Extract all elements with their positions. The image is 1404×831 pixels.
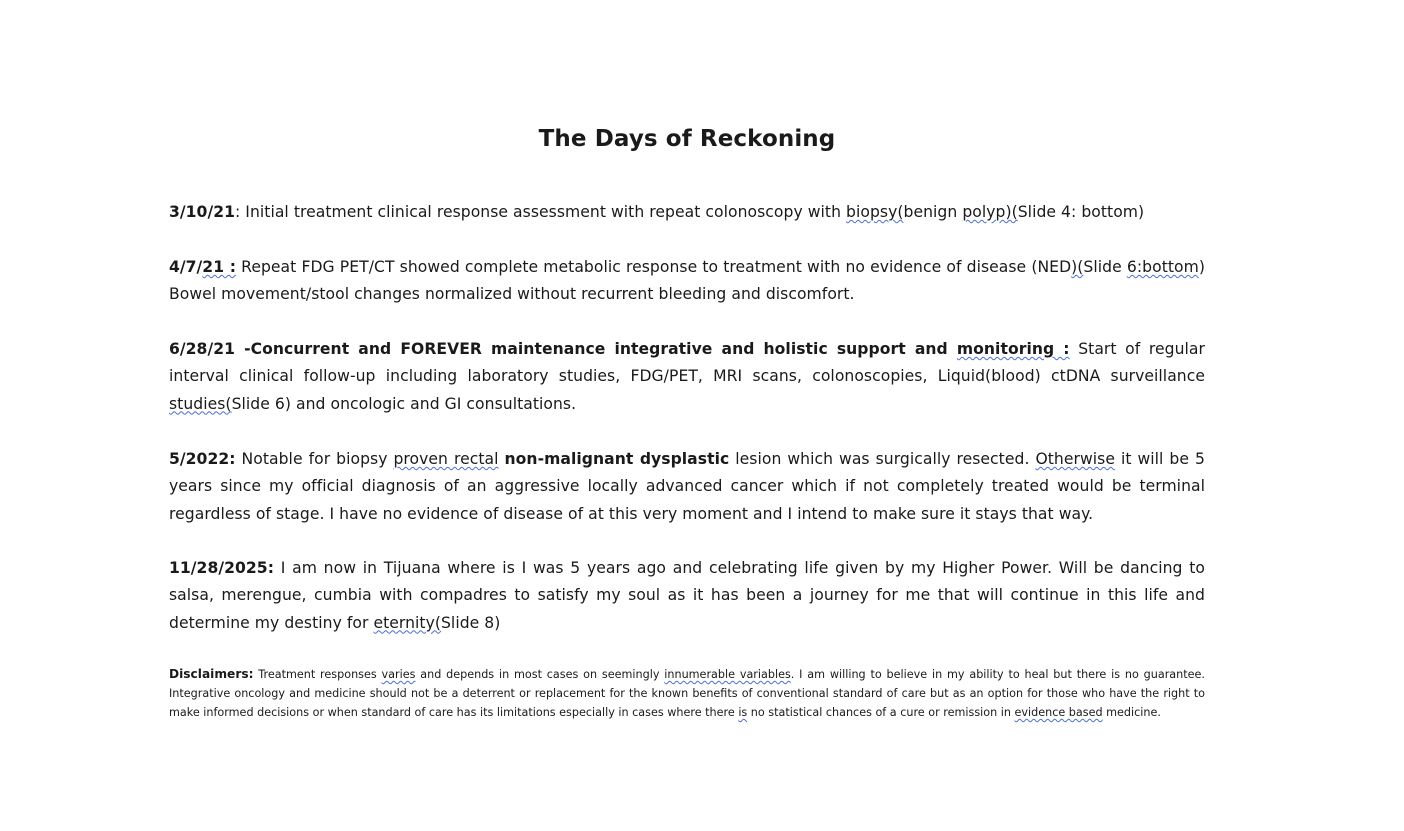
- disclaimer-paragraph: [169, 665, 1205, 722]
- timeline-entry-5-2022: [169, 446, 1205, 528]
- entry-text: Slide 4: bottom): [1017, 203, 1145, 221]
- disclaimer-text: medicine.: [1102, 706, 1161, 719]
- spellcheck-word: Otherwise: [1035, 450, 1115, 468]
- disclaimer-label: Disclaimers:: [169, 667, 254, 681]
- entry-date: 3/10/21: [169, 203, 235, 221]
- spellcheck-word: polyp)(: [962, 203, 1018, 221]
- spellcheck-word: varies: [381, 668, 416, 681]
- entry-text: : Initial treatment clinical response assessment with repeat colonoscopy with: [235, 203, 847, 221]
- entry-date: 4/7/: [169, 258, 203, 276]
- timeline-entry-6-28-21: [169, 336, 1205, 418]
- entry-date: 5/2022:: [169, 450, 236, 468]
- spellcheck-word: studies(: [169, 394, 232, 413]
- entry-text: it will be 5 years since my official diagnosis of an aggressive locally advanced cancer which if not completely treated would be terminal regardless of stage. I have no evidence of disease of at this very moment and I intend to make sure it stays that way.: [169, 450, 1205, 523]
- disclaimer-text: and depends in most cases on seemingly: [415, 668, 665, 681]
- entry-emphasis: non-malignant dysplastic: [504, 450, 730, 468]
- entry-text: benign: [903, 203, 963, 221]
- disclaimer-text: . I am willing to believe in my ability to heal but there is no guarantee. Integrative oncology and medicine should not be a deterrent or replacement for the known benefits of conventional standard of care but as an option for those who have the right to make informed decisions or when standard of care has its limitations especially in cases where there: [169, 668, 1205, 719]
- spellcheck-word: eternity(: [373, 613, 441, 632]
- spellcheck-word: biopsy(: [846, 203, 904, 221]
- entry-text: Slide 6) and oncologic and GI consultations.: [231, 394, 577, 413]
- spellcheck-word: proven rectal: [393, 450, 499, 468]
- timeline-entry-3-10-21: [169, 199, 1205, 226]
- spellcheck-word: )(: [1071, 258, 1084, 276]
- timeline-entry-11-28-2025: [169, 555, 1205, 637]
- entry-text: Notable for biopsy: [235, 450, 394, 468]
- entry-text: I am now in Tijuana where is I was 5 years ago and celebrating life given by my Higher Power. Will be dancing to salsa, merengue, cumbia with compadres to satisfy my soul as it has been a journey for me that will continue in this life and determine my destiny for: [169, 559, 1205, 632]
- spellcheck-word: 6:bottom: [1126, 258, 1199, 276]
- spellcheck-word: innumerable variables: [664, 668, 791, 681]
- entry-heading: 6/28/21 -Concurrent and FOREVER maintenance integrative and holistic support and: [169, 340, 957, 358]
- spellcheck-word: monitoring :: [956, 340, 1070, 358]
- entry-text: Slide: [1083, 258, 1127, 276]
- page-title: The Days of Reckoning: [538, 126, 836, 152]
- entry-date: 11/28/2025:: [169, 559, 274, 577]
- entry-text: Repeat FDG PET/CT showed complete metabolic response to treatment with no evidence of disease (NED: [236, 258, 1072, 276]
- disclaimer-text: no statistical chances of a cure or remission in: [747, 706, 1015, 719]
- entry-text: lesion which was surgically resected.: [729, 450, 1036, 468]
- timeline-entry-4-7-21: [169, 254, 1205, 309]
- disclaimer-text: Treatment responses: [253, 668, 382, 681]
- entry-text: Slide 8): [440, 613, 501, 632]
- spellcheck-word: evidence based: [1014, 706, 1103, 719]
- spellcheck-word: is: [738, 706, 748, 719]
- spellcheck-word: 21 :: [202, 258, 236, 276]
- entry-text: ) Bowel movement/stool changes normalized without recurrent bleeding and discomfort.: [169, 258, 1205, 304]
- entry-text: Start of regular interval clinical follow-up including laboratory studies, FDG/PET, MRI scans, colonoscopies, Liquid(blood) ctDNA surveillance: [169, 340, 1205, 386]
